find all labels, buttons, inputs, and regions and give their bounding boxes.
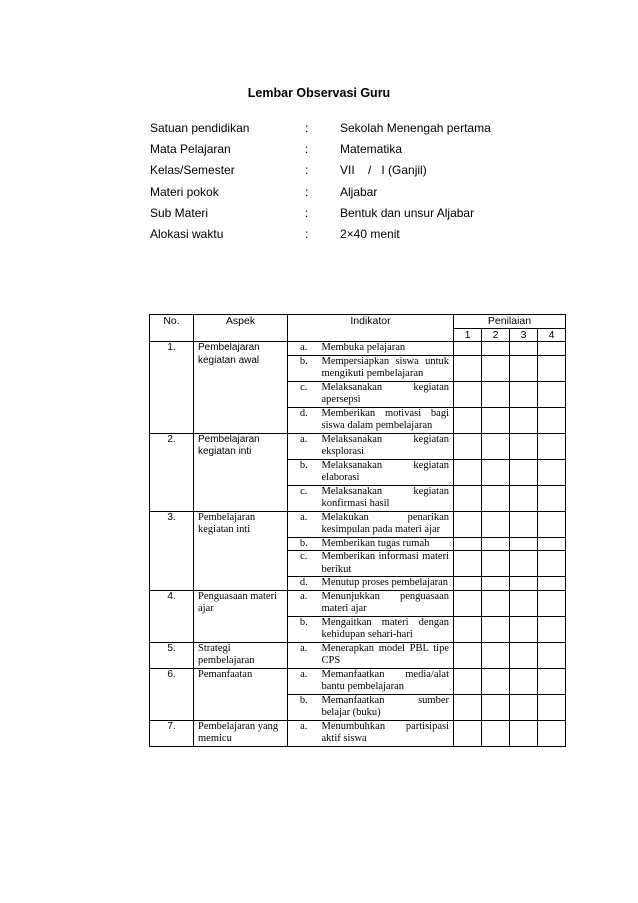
score-cell-4[interactable] [538, 511, 566, 537]
info-value: Aljabar [340, 184, 378, 199]
aspek-cell: Penguasaan materi ajar [194, 590, 288, 642]
score-cell-2[interactable] [482, 590, 510, 616]
info-colon: : [305, 163, 309, 178]
row-number: 3. [150, 511, 194, 590]
score-cell-2[interactable] [482, 433, 510, 459]
indicator-letter: b. [288, 616, 320, 642]
score-cell-3[interactable] [510, 381, 538, 407]
score-cell-4[interactable] [538, 459, 566, 485]
aspek-cell: Strategi pembelajaran [194, 642, 288, 668]
score-cell-2[interactable] [482, 577, 510, 591]
score-cell-1[interactable] [454, 459, 482, 485]
score-cell-1[interactable] [454, 551, 482, 577]
header-score-1: 1 [454, 328, 482, 342]
table-row [150, 668, 566, 694]
indicator-text: Mengaitkan materi dengan kehidupan sehari-hari [320, 616, 454, 642]
row-number: 2. [150, 433, 194, 511]
info-row [150, 163, 570, 184]
aspek-cell: Pembelajaran kegiatan inti [194, 511, 288, 590]
score-cell-3[interactable] [510, 694, 538, 720]
row-number: 6. [150, 668, 194, 720]
score-cell-4[interactable] [538, 694, 566, 720]
score-cell-1[interactable] [454, 511, 482, 537]
score-cell-3[interactable] [510, 642, 538, 668]
table-row [150, 720, 566, 746]
page-title: Lembar Observasi Guru [247, 86, 391, 100]
indicator-text: Mempersiapkan siswa untuk mengikuti pembelajaran [320, 355, 454, 381]
header-score-3: 3 [510, 328, 538, 342]
indicator-letter: a. [288, 511, 320, 537]
score-cell-2[interactable] [482, 642, 510, 668]
score-cell-3[interactable] [510, 577, 538, 591]
indicator-letter: c. [288, 381, 320, 407]
score-cell-1[interactable] [454, 355, 482, 381]
aspek-cell: Pembelajaran yang memicu [194, 720, 288, 746]
indicator-text: Membuka pelajaran [320, 342, 454, 356]
observation-table [149, 314, 566, 747]
score-cell-4[interactable] [538, 551, 566, 577]
indicator-text: Menumbuhkan partisipasi aktif siswa [320, 720, 454, 746]
indicator-text: Melaksanakan kegiatan eksplorasi [320, 433, 454, 459]
header-penilaian: Penilaian [454, 315, 566, 329]
score-cell-2[interactable] [482, 407, 510, 433]
header-score-2: 2 [482, 328, 510, 342]
info-row [150, 185, 570, 206]
info-colon: : [305, 226, 309, 241]
score-cell-4[interactable] [538, 642, 566, 668]
score-cell-3[interactable] [510, 551, 538, 577]
score-cell-2[interactable] [482, 459, 510, 485]
indicator-text: Menutup proses pembelajaran [320, 577, 454, 591]
score-cell-3[interactable] [510, 407, 538, 433]
score-cell-4[interactable] [538, 381, 566, 407]
score-cell-2[interactable] [482, 616, 510, 642]
indicator-letter: d. [288, 577, 320, 591]
score-cell-4[interactable] [538, 342, 566, 356]
indicator-text: Menunjukkan penguasaan materi ajar [320, 590, 454, 616]
indicator-letter: c. [288, 485, 320, 511]
indicator-text: Melakukan penarikan kesimpulan pada materi ajar [320, 511, 454, 537]
indicator-letter: d. [288, 407, 320, 433]
score-cell-1[interactable] [454, 616, 482, 642]
score-cell-1[interactable] [454, 577, 482, 591]
header-score-4: 4 [538, 328, 566, 342]
info-row [150, 227, 570, 248]
table-row [150, 642, 566, 668]
score-cell-2[interactable] [482, 511, 510, 537]
indicator-letter: a. [288, 590, 320, 616]
info-label: Materi pokok [150, 184, 219, 199]
score-cell-1[interactable] [454, 433, 482, 459]
score-cell-3[interactable] [510, 511, 538, 537]
info-colon: : [305, 205, 309, 220]
indicator-letter: a. [288, 668, 320, 694]
info-value: Bentuk dan unsur Aljabar [340, 205, 475, 220]
score-cell-1[interactable] [454, 642, 482, 668]
score-cell-2[interactable] [482, 485, 510, 511]
score-cell-3[interactable] [510, 590, 538, 616]
info-label: Sub Materi [150, 205, 209, 220]
table-row [150, 590, 566, 616]
score-cell-2[interactable] [482, 537, 510, 551]
score-cell-2[interactable] [482, 342, 510, 356]
score-cell-1[interactable] [454, 407, 482, 433]
score-cell-2[interactable] [482, 694, 510, 720]
indicator-letter: b. [288, 355, 320, 381]
info-label: Mata Pelajaran [150, 142, 231, 157]
score-cell-1[interactable] [454, 381, 482, 407]
score-cell-4[interactable] [538, 616, 566, 642]
indicator-letter: a. [288, 342, 320, 356]
info-colon: : [305, 184, 309, 199]
info-row [150, 206, 570, 227]
indicator-letter: b. [288, 537, 320, 551]
score-cell-1[interactable] [454, 668, 482, 694]
header-indikator: Indikator [288, 315, 454, 342]
aspek-cell: Pembelajaran kegiatan awal [194, 342, 288, 434]
score-cell-2[interactable] [482, 720, 510, 746]
aspek-cell: Pembelajaran kegiatan inti [194, 433, 288, 511]
score-cell-4[interactable] [538, 537, 566, 551]
score-cell-3[interactable] [510, 459, 538, 485]
score-cell-3[interactable] [510, 668, 538, 694]
indicator-letter: c. [288, 551, 320, 577]
score-cell-2[interactable] [482, 551, 510, 577]
info-label: Satuan pendidikan [150, 121, 250, 135]
indicator-letter: a. [288, 433, 320, 459]
aspek-cell: Pemanfaatan [194, 668, 288, 720]
score-cell-3[interactable] [510, 616, 538, 642]
info-table [150, 121, 570, 248]
info-label: Alokasi waktu [150, 226, 224, 241]
score-cell-4[interactable] [538, 720, 566, 746]
score-cell-3[interactable] [510, 433, 538, 459]
info-colon: : [305, 121, 309, 135]
table-row [150, 511, 566, 537]
score-cell-2[interactable] [482, 355, 510, 381]
score-cell-4[interactable] [538, 485, 566, 511]
indicator-text: Melaksanakan kegiatan elaborasi [320, 459, 454, 485]
indicator-letter: a. [288, 642, 320, 668]
row-number: 7. [150, 720, 194, 746]
score-cell-1[interactable] [454, 720, 482, 746]
info-row [150, 121, 570, 142]
info-value: VII / I (Ganjil) [340, 163, 427, 178]
indicator-text: Memanfaatkan media/alat bantu pembelajaran [320, 668, 454, 694]
score-cell-4[interactable] [538, 355, 566, 381]
indicator-text: Melaksanakan kegiatan apersepsi [320, 381, 454, 407]
score-cell-4[interactable] [538, 668, 566, 694]
header-aspek: Aspek [194, 315, 288, 342]
info-value: Matematika [340, 142, 403, 157]
score-cell-4[interactable] [538, 590, 566, 616]
indicator-text: Memberikan motivasi bagi siswa dalam pembelajaran [320, 407, 454, 433]
score-cell-1[interactable] [454, 485, 482, 511]
header-no: No. [150, 315, 194, 342]
indicator-text: Memberikan informasi materi berikut [320, 551, 454, 577]
score-cell-1[interactable] [454, 537, 482, 551]
score-cell-4[interactable] [538, 577, 566, 591]
score-cell-1[interactable] [454, 342, 482, 356]
indicator-letter: b. [288, 459, 320, 485]
indicator-text: Memberikan tugas rumah [320, 537, 454, 551]
score-cell-3[interactable] [510, 485, 538, 511]
info-colon: : [305, 142, 309, 157]
row-number: 5. [150, 642, 194, 668]
info-value: Sekolah Menengah pertama [340, 121, 491, 135]
info-value: 2×40 menit [340, 226, 400, 241]
score-cell-4[interactable] [538, 407, 566, 433]
indicator-letter: a. [288, 720, 320, 746]
info-label: Kelas/Semester [150, 163, 235, 178]
indicator-text: Melaksanakan kegiatan konfirmasi hasil [320, 485, 454, 511]
score-cell-1[interactable] [454, 694, 482, 720]
score-cell-4[interactable] [538, 433, 566, 459]
score-cell-1[interactable] [454, 590, 482, 616]
row-number: 4. [150, 590, 194, 642]
score-cell-3[interactable] [510, 537, 538, 551]
score-cell-3[interactable] [510, 342, 538, 356]
score-cell-3[interactable] [510, 720, 538, 746]
score-cell-2[interactable] [482, 668, 510, 694]
indicator-letter: b. [288, 694, 320, 720]
info-row [150, 142, 570, 163]
score-cell-3[interactable] [510, 355, 538, 381]
row-number: 1. [150, 342, 194, 434]
table-row [150, 433, 566, 459]
score-cell-2[interactable] [482, 381, 510, 407]
indicator-text: Memanfaatkan sumber belajar (buku) [320, 694, 454, 720]
table-row [150, 342, 566, 356]
indicator-text: Menerapkan model PBL tipe CPS [320, 642, 454, 668]
